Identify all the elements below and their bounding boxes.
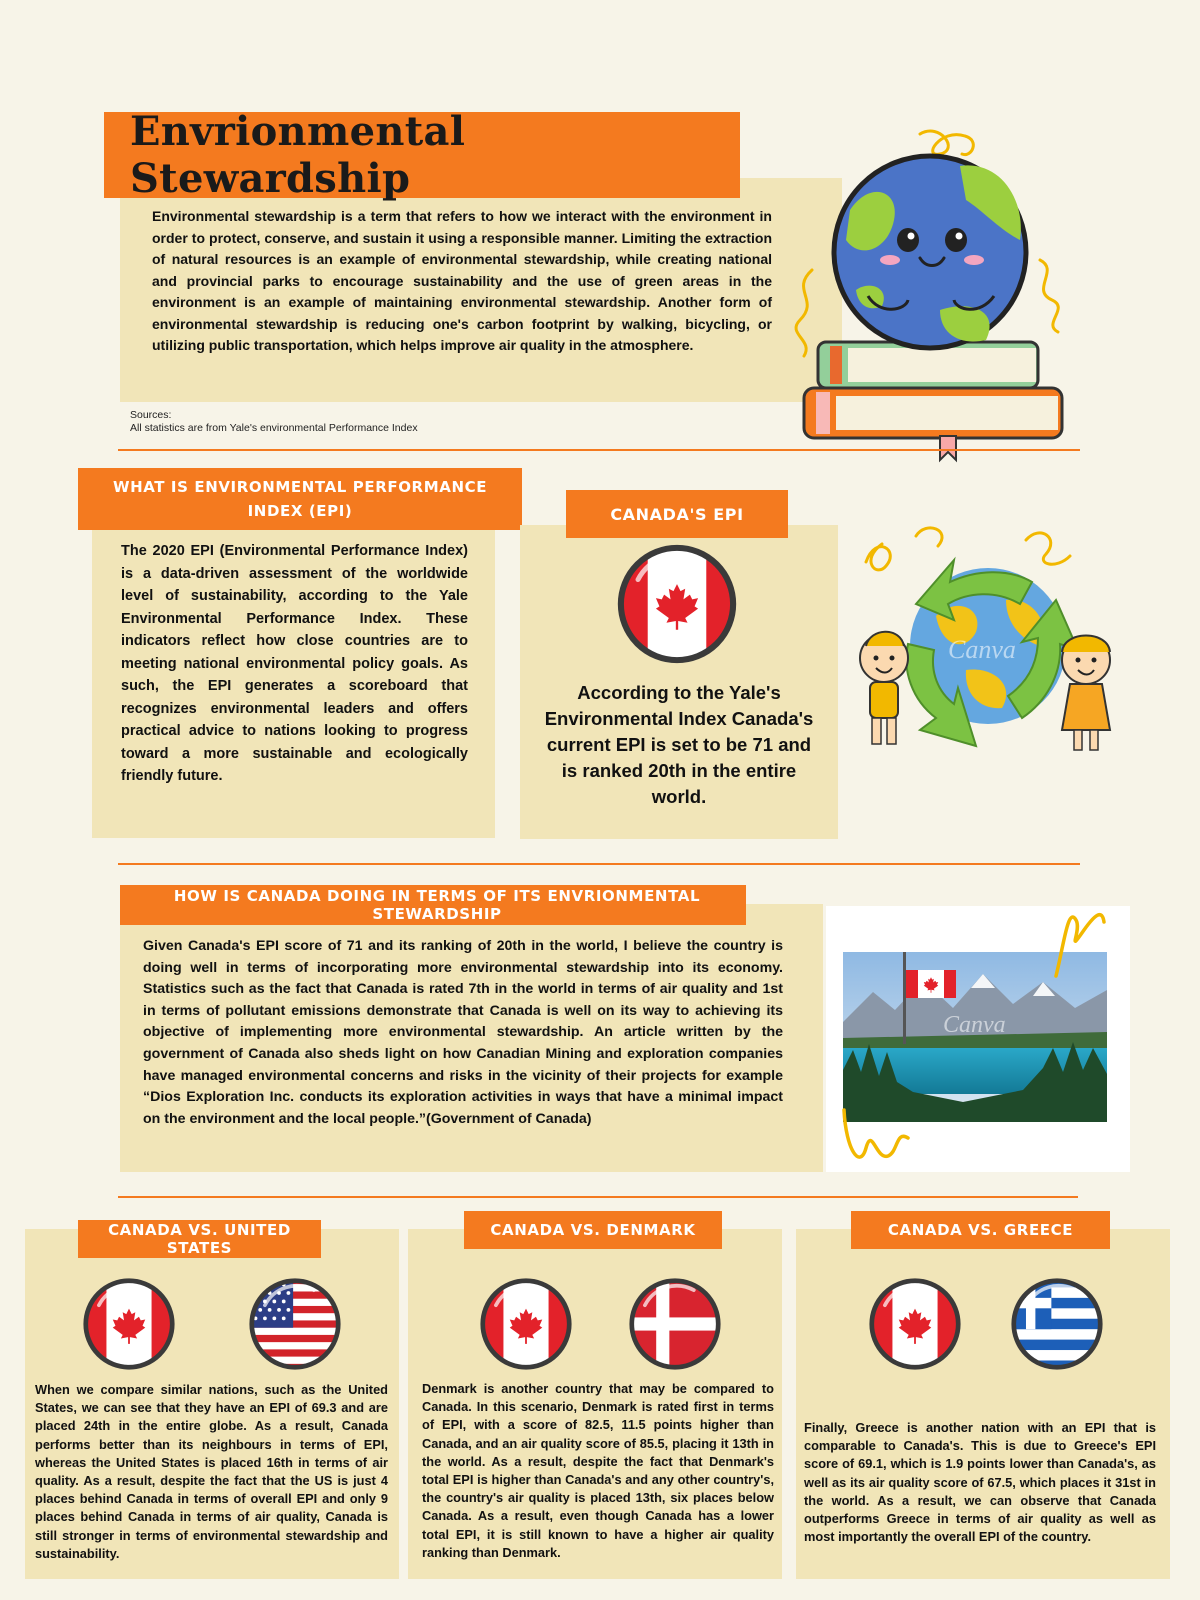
comparison-heading-denmark-text: CANADA VS. DENMARK [490,1221,696,1239]
watermark-1: Canva [948,635,1016,664]
divider-1 [118,449,1080,451]
earth-character-icon [790,120,1090,470]
intro-text: Environmental stewardship is a term that refers to how we interact with the environment in order to protect, conserve, and sustain it using a responsible manner. Limiting the extraction of natural resources is an example of environmental stewardship, while creating national and provincial parks to encourage sustainability and the use of green areas in the environment is an example of maintaining environmental stewardship. Another form of environmental stewardship is reducing one's carbon footprint by walking, bicycling, or utilizing public transportation, which helps improve air quality in the atmosphere. [152,208,772,353]
scribble-decoration-2 [836,1090,926,1180]
canada-flag-icon [479,1277,573,1371]
scribble-decoration [1036,900,1116,990]
sources-label: Sources: [130,409,172,421]
greece-flag-icon [1010,1277,1104,1371]
comparison-text-denmark: Denmark is another country that may be compared to Canada. In this scenario, Denmark is rated first in terms of EPI, with a score of 82.5, 11.5 points higher than Canada, and an air quality score of 85.5, placing it 13th in the world. As a result, despite the fact that Denmark's total EPI is higher than Canada's and any other country's, the country's air quality is placed 13th, six places below Canada. As a result, even though Canada has a lower total EPI, it is still known to have a higher air quality ranking than Denmark. [422,1381,774,1560]
canada-epi-heading [566,490,788,538]
comparison-heading-us-text: CANADA VS. UNITED STATES [108,1221,291,1257]
canada-flag-icon [616,543,738,665]
divider-3 [118,1196,1078,1198]
watermark-2: Canva [943,1012,1006,1038]
comparison-heading-greece [851,1211,1110,1249]
divider-2 [118,863,1080,865]
comparison-text-greece: Finally, Greece is another nation with an EPI that is comparable to Canada's. This is due to Greece's EPI score of 69.1, which is 1.9 points lower than Canada's, as well as its air quality score of 67.5, which places it 31st in the world. As a result, we can observe that Canada outperforms Greece in terms of air quality as well as most importantly the overall EPI of the country. [804,1420,1156,1545]
epi-heading-text: WHAT IS ENVIRONMENTAL PERFORMANCE INDEX (EPI) [112,478,488,520]
denmark-flag-icon [628,1277,722,1371]
sources-note [130,409,420,435]
comparison-heading-denmark [464,1211,722,1249]
canada-doing-heading [120,885,746,925]
canada-epi-text: According to the Yale's Environmental Index Canada's current EPI is set to be 71 and is ranked 20th in the entire world. [544,682,814,807]
page-title: Envrionmental Stewardship [130,108,466,202]
title-banner [104,108,740,202]
comparison-heading-us [78,1220,321,1258]
canada-doing-heading-text: HOW IS CANADA DOING IN TERMS OF ITS ENVRIONMENTAL STEWARDSHIP [173,887,701,923]
epi-text: The 2020 EPI (Environmental Performance Index) is a data-driven assessment of the worldwide level of sustainability, according to the Yale Environmental Performance Index. These indicators reflect how close countries are to meeting national environmental policy goals. As such, the EPI generates a scoreboard that recognizes environmental leaders and offers practical advice to nations looking to progress toward a more sustainable and ecologically friendly future. [121,543,468,784]
comparison-heading-greece-text: CANADA VS. GREECE [887,1221,1074,1239]
canada-doing-text: Given Canada's EPI score of 71 and its ranking of 20th in the world, I believe the country is doing well in terms of incorporating more environmental stewardship into its economy. Statistics such as the fact that Canada is rated 7th in the world in terms of air quality and 1st in terms of pollutant emissions demonstrate that Canada is well on its way to achieving its objective of implementing more environmental stewardship. An article written by the government of Canada also sheds light on how Canadian Mining and exploration companies have managed environmental concerns and risks in the vicinity of their projects for example “Dios Exploration Inc. conducts its exploration activities in ways that have a minimal impact on the environment and the local people.”(Government of Canada) [143,938,783,1127]
recycle-earth-icon [856,520,1114,768]
canada-epi-heading-text: CANADA'S EPI [610,504,744,524]
sources-text: All statistics are from Yale's environmental Performance Index [130,422,418,434]
comparison-text-us: When we compare similar nations, such as the United States, we can see that they have an EPI of 69.3 and are placed 24th in the entire globe. As a result, Canada performs better than its neighbours in terms of EPI, whereas the United States is placed 16th in terms of air quality. As a result, despite the fact that the US is just 4 places behind Canada in terms of overall EPI and only 9 places behind Canada in terms of air quality, Canada is still stronger in terms of environmental stewardship and sustainability. [35,1382,388,1561]
canada-flag-icon [868,1277,962,1371]
epi-heading [78,468,522,530]
canada-flag-icon [82,1277,176,1371]
usa-flag-icon [248,1277,342,1371]
